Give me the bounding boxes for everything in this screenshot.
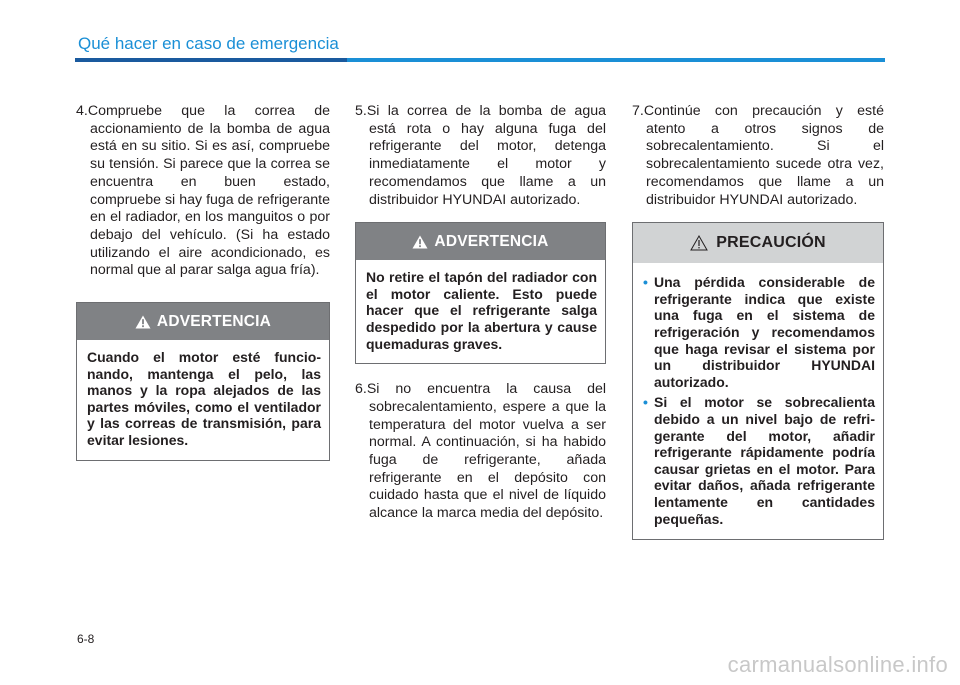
warning-title: ADVERTENCIA: [156, 312, 272, 330]
warning-text: Cuando el motor esté funcionando, mantenga el pelo, las manos y la ropa alejados de las partes móviles, como el ventilador y las correas de transmisión, para evitar lesiones.: [87, 349, 321, 448]
section-title: Qué hacer en caso de emergencia: [78, 34, 339, 53]
caution-header: [633, 223, 883, 263]
step-7-text: 7.Continúe con precaución y esté atento a otros signos de sobrecalentamiento. Si el sobrecalentamiento sucede otra vez, recomendamos que llame a un distribuidor HYUNDAI autorizado.: [632, 103, 884, 208]
warning-box-1: [76, 302, 330, 461]
column-1: [76, 103, 330, 461]
warning-box-2: [355, 222, 606, 364]
page-number: 6-8: [77, 632, 95, 646]
column-3: [632, 103, 884, 540]
warning-header: [77, 303, 329, 340]
column-2: [355, 103, 606, 523]
caution-title: PRECAUCIÓN: [716, 234, 826, 252]
watermark: carmanualsonline.info: [727, 652, 948, 677]
caution-body: [633, 263, 883, 539]
warning-triangle-icon: [135, 315, 151, 329]
caution-bullet-text: Si el motor se sobrecalienta debido a un nivel bajo de refrigerante del motor, añadir refrigerante rápidamente podría causar grietas en el motor. Para evitar daños, añada refrigerante lentamente en cantidades pequeñas.: [654, 394, 875, 527]
caution-bullet-text: Una pérdida considerable de refrigerante indica que existe una fuga en el sistema de refrigeración y recomendamos que haga revisar el sistema por un distribuidor HYUNDAI autorizado.: [654, 274, 875, 390]
warning-text: No retire el tapón del radiador con el motor caliente. Esto puede hacer que el refrigerante salga despedido por la abertura y cause quemaduras graves.: [366, 269, 597, 352]
step-4-text: 4.Compruebe que la correa de accionamiento de la bomba de agua está en su sitio. Si es así, compruebe su tensión. Si parece que la correa se encuentra en buen estado, compruebe si hay fuga de refrigerante en el radiador, en los manguitos o por debajo del vehículo. (Si ha estado utilizando el aire acondicionado, es normal que al parar salga agua fría).: [76, 103, 330, 279]
title-rule: [75, 58, 885, 62]
caution-box: [632, 222, 884, 540]
warning-header: [356, 223, 605, 260]
step-5-text: 5.Si la correa de la bomba de agua está rota o hay alguna fuga del refrigerante del motor, detenga inmediatamente el motor y recomendamos que llame a un distribuidor HYUNDAI autorizado.: [355, 103, 606, 208]
bullet-dot-icon: •: [643, 274, 648, 291]
warning-triangle-icon: [412, 235, 428, 249]
warning-title: ADVERTENCIA: [434, 232, 549, 250]
step-6-text: 6.Si no encuentra la causa del sobrecalentamiento, espere a que la temperatura del motor vuelva a ser normal. A continuación, si ha habido fuga de refrigerante, añada refrigerante en el depósito con cuidado hasta que el nivel de líquido alcance la marca media del depósito.: [355, 381, 606, 522]
caution-triangle-icon: [690, 235, 708, 251]
bullet-dot-icon: •: [643, 394, 648, 411]
caution-bullet: [643, 394, 875, 527]
caution-bullet: [643, 274, 875, 390]
